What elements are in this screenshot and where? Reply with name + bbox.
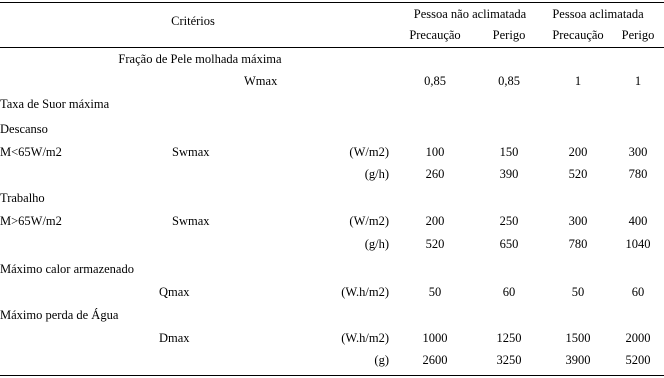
cell-value: 1250 bbox=[496, 331, 522, 345]
header-danger-1: Perigo bbox=[492, 28, 526, 42]
unit-label: (W.h/m2) bbox=[341, 331, 389, 345]
header-group-unacclimatized: Pessoa não aclimatada bbox=[413, 7, 527, 21]
condition-rest: M<65W/m2 bbox=[0, 145, 62, 159]
section-title-sweat-rate: Taxa de Suor máxima bbox=[0, 97, 110, 111]
cell-value: 300 bbox=[628, 145, 648, 159]
header-group-acclimatized: Pessoa aclimatada bbox=[552, 7, 644, 21]
unit-label: (g/h) bbox=[364, 167, 389, 181]
cell-value: 2600 bbox=[422, 353, 448, 367]
cell-value: 1 bbox=[574, 74, 582, 88]
cell-value: 390 bbox=[499, 167, 519, 181]
cell-value: 520 bbox=[425, 237, 445, 251]
symbol-qmax: Qmax bbox=[159, 285, 190, 299]
cell-value: 650 bbox=[499, 237, 519, 251]
cell-value: 3900 bbox=[565, 353, 591, 367]
unit-label: (W/m2) bbox=[349, 214, 389, 228]
section-title-wet-skin: Fração de Pele molhada máxima bbox=[118, 52, 282, 66]
unit-label: (g) bbox=[374, 353, 389, 367]
cell-value: 300 bbox=[568, 214, 588, 228]
cell-value: 1500 bbox=[565, 331, 591, 345]
cell-value: 100 bbox=[425, 145, 445, 159]
cell-value: 0,85 bbox=[424, 74, 446, 88]
cell-value: 1 bbox=[634, 74, 642, 88]
cell-value: 3250 bbox=[496, 353, 522, 367]
section-title-heat-storage: Máximo calor armazenado bbox=[0, 262, 134, 276]
cell-value: 260 bbox=[425, 167, 445, 181]
top-rule bbox=[0, 2, 664, 3]
cell-value: 2000 bbox=[625, 331, 651, 345]
cell-value: 0,85 bbox=[498, 74, 520, 88]
cell-value: 250 bbox=[499, 214, 519, 228]
cell-value: 150 bbox=[499, 145, 519, 159]
header-precaution-1: Precaução bbox=[409, 28, 461, 42]
cell-value: 50 bbox=[571, 285, 585, 299]
cell-value: 780 bbox=[568, 237, 588, 251]
bottom-rule bbox=[0, 375, 664, 376]
section-title-water-loss: Máximo perda de Água bbox=[0, 308, 119, 322]
unit-label: (W.h/m2) bbox=[341, 285, 389, 299]
cell-value: 50 bbox=[428, 285, 442, 299]
cell-value: 520 bbox=[568, 167, 588, 181]
sub-label-work: Trabalho bbox=[0, 191, 45, 205]
cell-value: 1040 bbox=[625, 237, 651, 251]
symbol-swmax-rest: Swmax bbox=[172, 145, 210, 159]
cell-value: 400 bbox=[628, 214, 648, 228]
header-danger-2: Perigo bbox=[621, 28, 655, 42]
cell-value: 60 bbox=[631, 285, 645, 299]
symbol-wmax: Wmax bbox=[244, 74, 278, 88]
cell-value: 1000 bbox=[422, 331, 448, 345]
cell-value: 780 bbox=[628, 167, 648, 181]
unit-label: (g/h) bbox=[364, 237, 389, 251]
symbol-dmax: Dmax bbox=[159, 331, 190, 345]
condition-work: M>65W/m2 bbox=[0, 214, 62, 228]
sub-label-rest: Descanso bbox=[0, 122, 48, 136]
cell-value: 200 bbox=[425, 214, 445, 228]
cell-value: 5200 bbox=[625, 353, 651, 367]
header-precaution-2: Precaução bbox=[552, 28, 604, 42]
unit-label: (W/m2) bbox=[349, 145, 389, 159]
symbol-swmax-work: Swmax bbox=[172, 214, 210, 228]
header-rule bbox=[0, 47, 664, 48]
cell-value: 60 bbox=[502, 285, 516, 299]
header-criteria: Critérios bbox=[171, 14, 215, 28]
cell-value: 200 bbox=[568, 145, 588, 159]
